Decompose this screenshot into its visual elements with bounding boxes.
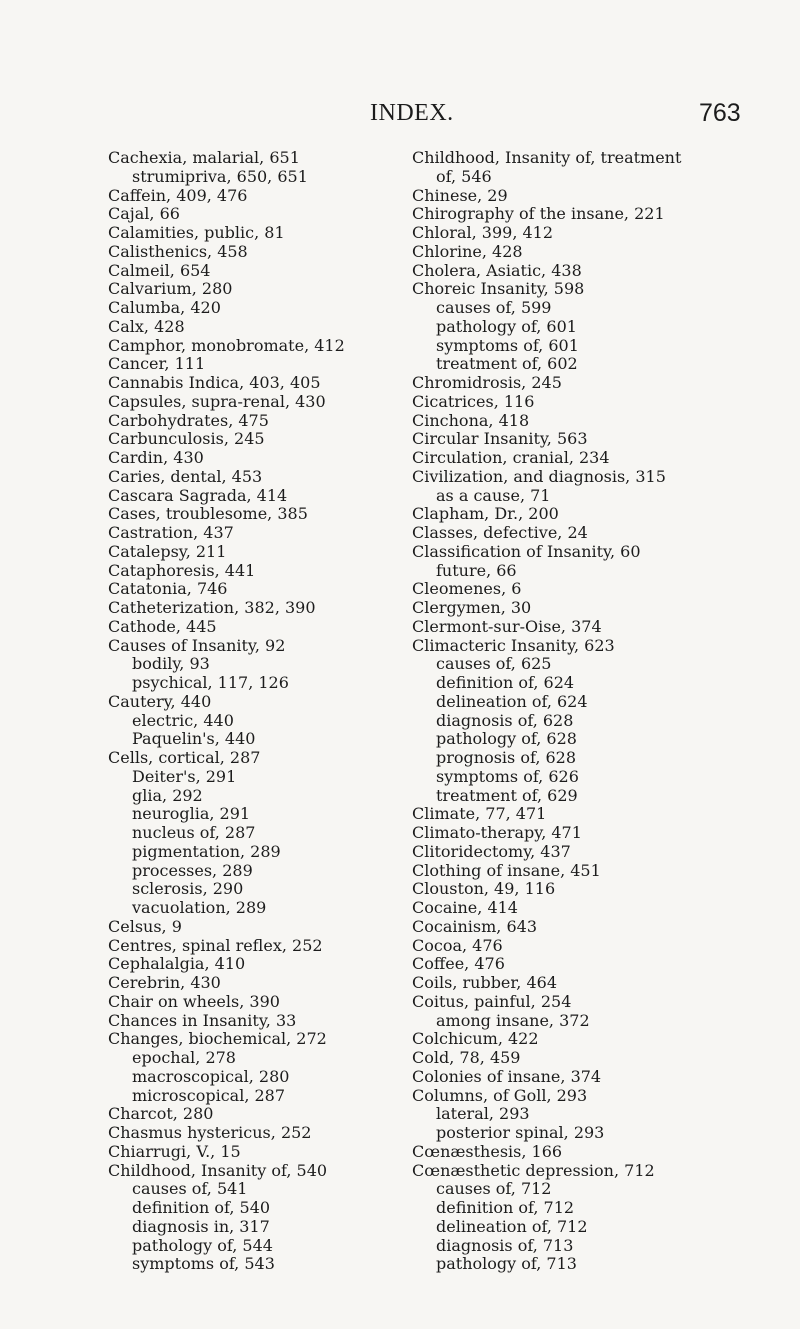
index-entry: Colchicum, 422	[412, 1029, 539, 1049]
index-subentry: sclerosis, 290	[132, 879, 244, 899]
index-entry: Catatonia, 746	[108, 579, 228, 599]
index-subentry: pigmentation, 289	[132, 841, 281, 861]
index-entry: Celsus, 9	[108, 916, 182, 936]
index-subentry: symptoms of, 543	[132, 1254, 275, 1274]
index-entry: Climate, 77, 471	[412, 804, 547, 824]
index-entry: Chinese, 29	[412, 185, 508, 205]
index-entry: Colonies of insane, 374	[412, 1066, 602, 1086]
index-entry: Cancer, 111	[108, 354, 206, 374]
index-entry: Coils, rubber, 464	[412, 973, 557, 992]
index-entry: Cleomenes, 6	[412, 579, 522, 599]
index-subentry: treatment of, 602	[436, 354, 578, 374]
index-entry: Clermont-sur-Oise, 374	[412, 616, 602, 636]
index-subentry: causes of, 712	[436, 1179, 552, 1199]
index-subentry: delineation of, 624	[436, 691, 588, 711]
index-entry: Cinchona, 418	[412, 410, 530, 430]
index-entry: Cocaine, 414	[412, 898, 518, 917]
index-entry: Camphor, monobromate, 412	[108, 335, 345, 355]
index-subentry: microscopical, 287	[132, 1085, 286, 1105]
index-subentry: Paquelin's, 440	[132, 729, 256, 749]
index-entry: Clothing of insane, 451	[412, 860, 601, 880]
page-number: 763	[699, 99, 741, 127]
index-subentry: definition of, 712	[436, 1198, 575, 1217]
index-subentry: neuroglia, 291	[132, 804, 251, 824]
index-entry: Calx, 428	[108, 316, 185, 336]
index-entry: Chromidrosis, 245	[412, 373, 562, 392]
index-entry: Changes, biochemical, 272	[108, 1029, 327, 1049]
index-entry: Cachexia, malarial, 651	[108, 148, 300, 167]
index-subentry: definition of, 540	[132, 1198, 271, 1217]
index-subentry: glia, 292	[132, 785, 203, 805]
index-entry: Columns, of Goll, 293	[412, 1085, 588, 1105]
index-entry: Cells, cortical, 287	[108, 748, 261, 767]
index-subentry: posterior spinal, 293	[436, 1123, 605, 1142]
index-subentry: epochal, 278	[132, 1048, 236, 1067]
index-subentry: pathology of, 713	[436, 1254, 577, 1274]
index-subentry: causes of, 541	[132, 1179, 248, 1199]
index-entry: Calmeil, 654	[108, 260, 211, 280]
index-entry: Capsules, supra-renal, 430	[108, 391, 326, 411]
index-entry: Coitus, painful, 254	[412, 991, 572, 1011]
index-entry: Carbunculosis, 245	[108, 429, 265, 449]
index-entry: Coffee, 476	[412, 954, 505, 974]
index-entry: Catalepsy, 211	[108, 541, 227, 561]
index-entry: Climato-therapy, 471	[412, 823, 582, 842]
index-entry: Chirography of the insane, 221	[412, 204, 665, 224]
index-subentry: psychical, 117, 126	[132, 673, 289, 692]
index-entry: Cases, troublesome, 385	[108, 504, 308, 524]
index-entry: Charcot, 280	[108, 1104, 214, 1124]
index-entry: Cicatrices, 116	[412, 391, 535, 411]
index-entry: Chlorine, 428	[412, 241, 523, 261]
index-subentry: bodily, 93	[132, 654, 210, 674]
index-entry: Climacteric Insanity, 623	[412, 635, 615, 655]
index-subentry: pathology of, 601	[436, 316, 577, 336]
index-subentry: vacuolation, 289	[132, 898, 267, 917]
index-subentry: pathology of, 628	[436, 729, 577, 749]
running-header-title: INDEX.	[370, 100, 454, 126]
index-subentry: among insane, 372	[436, 1010, 590, 1030]
index-entry: Catheterization, 382, 390	[108, 598, 316, 617]
index-subentry: causes of, 599	[436, 298, 552, 317]
index-subentry: diagnosis in, 317	[132, 1216, 270, 1236]
index-entry: Choreic Insanity, 598	[412, 279, 585, 299]
index-entry: Chances in Insanity, 33	[108, 1010, 297, 1030]
index-entry: Cold, 78, 459	[412, 1048, 521, 1067]
index-subentry: treatment of, 629	[436, 785, 578, 805]
index-subentry: lateral, 293	[436, 1104, 530, 1124]
index-entry: Carbohydrates, 475	[108, 410, 269, 430]
index-entry: Cataphoresis, 441	[108, 560, 256, 580]
index-entry: Classification of Insanity, 60	[412, 541, 641, 561]
index-subentry: strumipriva, 650, 651	[132, 166, 308, 186]
index-subentry: of, 546	[436, 166, 492, 186]
index-subentry: macroscopical, 280	[132, 1066, 290, 1086]
index-entry: Caries, dental, 453	[108, 466, 263, 486]
index-subentry: pathology of, 544	[132, 1235, 273, 1255]
index-subentry: prognosis of, 628	[436, 748, 577, 767]
index-subentry: processes, 289	[132, 860, 253, 880]
index-entry: Civilization, and diagnosis, 315	[412, 466, 666, 486]
index-entry: Cocainism, 643	[412, 916, 538, 936]
index-entry: Cœnæsthesis, 166	[412, 1141, 563, 1161]
index-entry: Clergymen, 30	[412, 598, 532, 617]
index-entry: Clouston, 49, 116	[412, 879, 556, 899]
index-entry: Cascara Sagrada, 414	[108, 485, 288, 505]
index-entry: Cathode, 445	[108, 616, 217, 636]
index-entry: Classes, defective, 24	[412, 523, 588, 542]
index-entry: Childhood, Insanity of, treatment	[412, 148, 682, 167]
index-subentry: nucleus of, 287	[132, 823, 256, 842]
index-subentry: definition of, 624	[436, 673, 575, 692]
index-entry: Calamities, public, 81	[108, 223, 285, 242]
index-subentry: symptoms of, 626	[436, 766, 579, 786]
index-subentry: causes of, 625	[436, 654, 552, 674]
index-subentry: electric, 440	[132, 710, 234, 730]
index-entry: Childhood, Insanity of, 540	[108, 1160, 328, 1180]
index-subentry: as a cause, 71	[436, 485, 551, 505]
index-entry: Cannabis Indica, 403, 405	[108, 373, 321, 392]
index-entry: Cocoa, 476	[412, 935, 503, 955]
index-entry: Clitoridectomy, 437	[412, 841, 571, 861]
index-entry: Chasmus hystericus, 252	[108, 1123, 312, 1142]
index-column-right	[412, 149, 742, 1274]
index-entry: Clapham, Dr., 200	[412, 504, 559, 524]
index-entry: Chair on wheels, 390	[108, 991, 280, 1011]
index-entry: Cephalalgia, 410	[108, 954, 246, 974]
index-entry: Centres, spinal reflex, 252	[108, 935, 323, 955]
index-entry: Calvarium, 280	[108, 279, 233, 299]
index-entry: Cœnæsthetic depression, 712	[412, 1160, 655, 1180]
index-entry: Calumba, 420	[108, 298, 221, 317]
index-entry: Caffein, 409, 476	[108, 185, 248, 205]
index-subentry: future, 66	[436, 560, 517, 580]
index-entry: Cajal, 66	[108, 204, 180, 224]
index-entry: Chloral, 399, 412	[412, 223, 554, 242]
index-subentry: delineation of, 712	[436, 1216, 588, 1236]
index-entry: Cerebrin, 430	[108, 973, 221, 992]
index-entry: Circular Insanity, 563	[412, 429, 588, 449]
index-entry: Causes of Insanity, 92	[108, 635, 286, 655]
index-subentry: Deiter's, 291	[132, 766, 237, 786]
index-entry: Castration, 437	[108, 523, 234, 542]
index-entry: Cautery, 440	[108, 691, 212, 711]
index-entry: Chiarrugi, V., 15	[108, 1141, 241, 1161]
index-subentry: symptoms of, 601	[436, 335, 579, 355]
index-subentry: diagnosis of, 628	[436, 710, 574, 730]
index-entry: Calisthenics, 458	[108, 241, 248, 261]
index-entry: Cholera, Asiatic, 438	[412, 260, 582, 280]
index-entry: Cardin, 430	[108, 448, 204, 467]
index-entry: Circulation, cranial, 234	[412, 448, 610, 467]
index-column-left	[108, 149, 408, 1274]
index-subentry: diagnosis of, 713	[436, 1235, 574, 1255]
